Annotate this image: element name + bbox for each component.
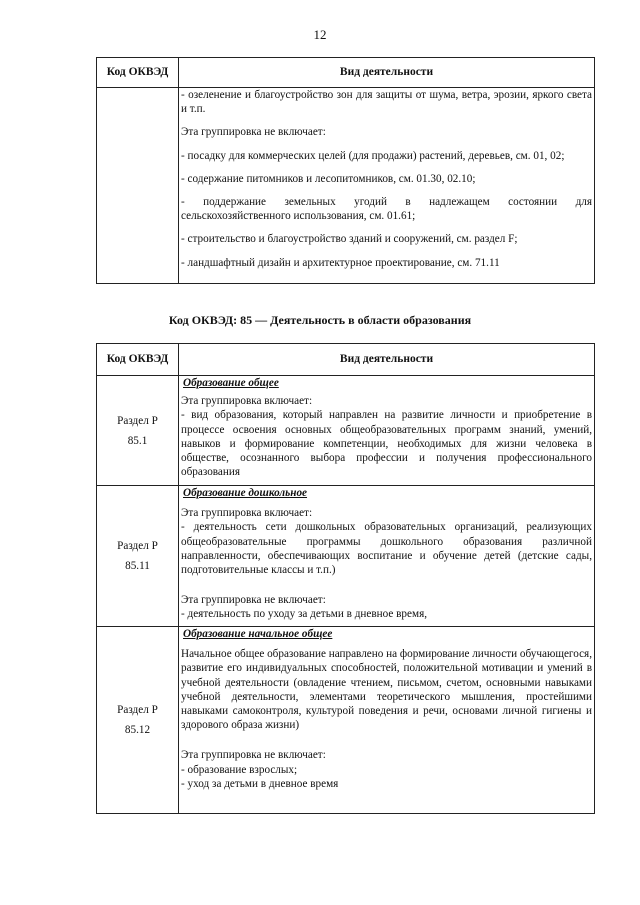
exclusion-heading: Эта группировка не включает: (181, 749, 326, 762)
activity-line: - ландшафтный дизайн и архитектурное проектирование, см. 71.11 (181, 256, 500, 269)
activity-line: - поддержание земельных угодий в надлежащем состоянии для сельскохозяйственного использования, см. 01.61; (181, 196, 592, 223)
activity-description-cell (179, 627, 595, 814)
inclusion-heading: Эта группировка включает: (181, 507, 313, 520)
activity-column-header: Вид деятельности (179, 344, 595, 376)
exclusion-heading: Эта группировка не включает: (181, 594, 326, 607)
exclusion-heading: Эта группировка не включает: (181, 126, 326, 139)
activity-description-cell (179, 486, 595, 627)
activity-line: - вид образования, который направлен на развитие личности и приобретение в процессе освоения основных общеобразовательных программ знаний, умений, навыков и формирование компетенции, необходимых для жизни человека в обществе, осознанного выбора профессии и получения профессионального образования (181, 409, 592, 479)
activity-line: Начальное общее образование направлено на формирование личности обучающегося, развитие его индивидуальных способностей, положительной мотивации и умений в учебной деятельности (овладение чтением, письмом, счетом, основными навыками учебной деятельности, элементами теоретического мышления, простейшими навыками самоконтроля, культурой поведения и речи, основами личной гигиены и здорового образа жизни) (181, 648, 592, 732)
activity-line: - посадку для коммерческих целей (для продажи) растений, деревьев, см. 01, 02; (181, 149, 565, 162)
activity-line: - деятельность по уходу за детьми в дневное время, (181, 608, 428, 621)
empty-code-cell (97, 88, 179, 284)
activity-line: - строительство и благоустройство зданий и сооружений, см. раздел F; (181, 233, 518, 246)
activity-table-2 (96, 343, 595, 814)
activity-line: - содержание питомников и лесопитомников, см. 01.30, 02.10; (181, 172, 476, 185)
activity-line: - озеленение и благоустройство зон для защиты от шума, ветра, эрозии, яркого света и т.п. (181, 89, 592, 116)
code-cell-85-1 (97, 376, 179, 486)
code-cell-85-11 (97, 486, 179, 627)
code-number: 85.1 (127, 434, 148, 447)
code-section-label: Раздел Р (117, 540, 158, 552)
activity-column-header: Вид деятельности (179, 58, 595, 88)
group-title: Образование дошкольное (183, 487, 308, 499)
activity-line: - образование взрослых; (181, 763, 298, 776)
code-section-label: Раздел Р (117, 414, 158, 427)
section-title: Код ОКВЭД: 85 — Деятельность в области образования (168, 313, 472, 327)
activity-table-1 (96, 57, 595, 284)
code-column-header: Код ОКВЭД (97, 344, 179, 376)
code-number: 85.11 (125, 560, 150, 572)
group-title: Образование общее (183, 377, 279, 389)
activity-description-cell (179, 88, 595, 284)
code-number: 85.12 (124, 724, 151, 736)
group-title: Образование начальное общее (183, 628, 333, 640)
activity-description-cell (179, 376, 595, 486)
page-number: 12 (313, 27, 327, 42)
code-column-header: Код ОКВЭД (97, 58, 179, 88)
activity-line: - уход за детьми в дневное время (181, 777, 339, 790)
activity-line: - деятельность сети дошкольных образовательных организаций, реализующих общеобразовательные программы дошкольного образования различной направленности, обеспечивающих воспитание и обучение детей (детские сады, подготовительные классы и т.п.) (181, 521, 592, 577)
code-section-label: Раздел Р (117, 704, 158, 716)
inclusion-heading: Эта группировка включает: (181, 395, 313, 408)
code-cell-85-12 (97, 627, 179, 814)
